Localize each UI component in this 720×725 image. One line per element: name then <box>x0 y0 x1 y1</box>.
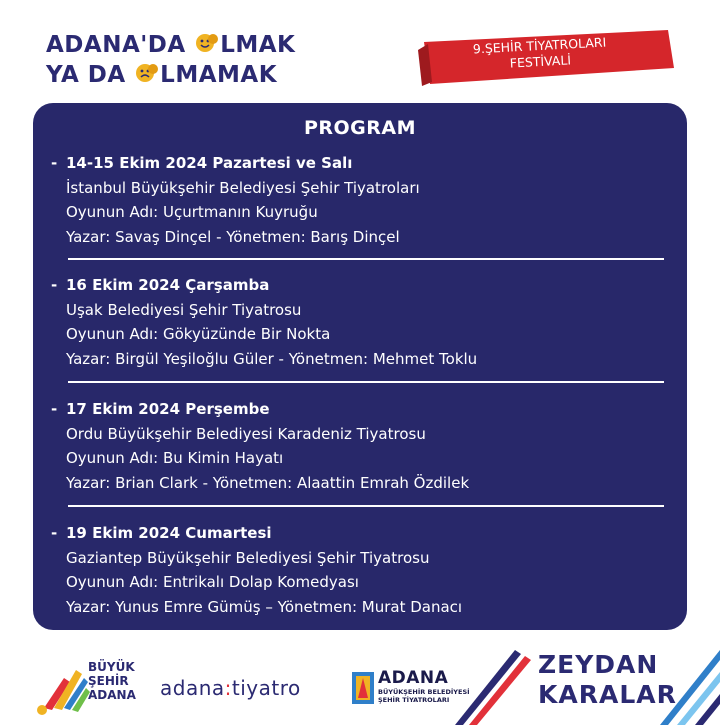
bsa-line-2: ŞEHİR <box>88 674 129 688</box>
event-date <box>51 521 671 546</box>
event-date-text: 17 Ekim 2024 Perşembe <box>66 400 270 418</box>
event-company: Gaziantep Büyükşehir Belediyesi Şehir Tiyatrosu <box>66 548 430 567</box>
footer-logos <box>0 630 720 725</box>
bsa-line-1: BÜYÜK <box>88 660 135 674</box>
title-line-2 <box>46 60 295 90</box>
event-play: Oyunun Adı: Bu Kimin Hayatı <box>66 449 284 467</box>
event-date-text: 16 Ekim 2024 Çarşamba <box>66 276 270 294</box>
title-line-1-start: ADANA'DA <box>46 32 195 58</box>
event-credits: Yazar: Yunus Emre Gümüş – Yönetmen: Murat Danacı <box>66 597 463 616</box>
event-date <box>51 151 671 176</box>
ribbon-line-1: 9.ŞEHİR TİYATROLARI <box>472 34 607 57</box>
adana-logo-title: ADANA <box>378 668 449 688</box>
event-company: Ordu Büyükşehir Belediyesi Karadeniz Tiyatrosu <box>66 424 426 443</box>
event-date-text: 19 Ekim 2024 Cumartesi <box>66 524 272 542</box>
bullet-dash: - <box>51 524 58 542</box>
zeydan-line-2: KARALAR <box>538 680 677 709</box>
buyuksehir-adana-text <box>88 660 136 702</box>
event-company: Uşak Belediyesi Şehir Tiyatrosu <box>66 300 302 319</box>
tiyatro-logo-a: adana <box>160 676 225 700</box>
adana-tiyatro-logo <box>160 676 301 700</box>
theatre-masks-icon <box>195 31 219 55</box>
event-credits: Yazar: Savaş Dinçel - Yönetmen: Barış Dinçel <box>66 227 400 246</box>
event-date <box>51 273 671 298</box>
zeydan-line-1: ZEYDAN <box>538 650 659 679</box>
event-play: Oyunun Adı: Uçurtmanın Kuyruğu <box>66 203 318 221</box>
divider <box>68 258 664 260</box>
divider <box>68 505 664 507</box>
adana-sub-line-2: ŞEHİR TİYATROLARI <box>378 696 450 704</box>
event-1 <box>51 151 671 249</box>
bullet-dash: - <box>51 154 58 172</box>
title-line-1-end: LMAK <box>220 32 296 58</box>
event-credits: Yazar: Brian Clark - Yönetmen: Alaattin Emrah Özdilek <box>66 473 470 492</box>
event-play: Oyunun Adı: Entrikalı Dolap Komedyası <box>66 573 359 591</box>
bsa-line-3: ADANA <box>88 688 136 702</box>
ribbon-line-2: FESTİVALİ <box>509 52 572 71</box>
program-panel <box>33 103 687 630</box>
tiyatro-logo-colon: : <box>224 676 232 700</box>
event-2 <box>51 273 671 371</box>
bullet-dash: - <box>51 400 58 418</box>
event-date <box>51 397 671 422</box>
event-4 <box>51 521 671 619</box>
adana-sub-line-1: BÜYÜKŞEHİR BELEDİYESİ <box>378 688 470 696</box>
title-line-2-start: YA DA <box>46 62 135 88</box>
title-line-2-end: LMAMAK <box>160 62 278 88</box>
tiyatro-logo-b: tiyatro <box>231 676 301 700</box>
divider <box>68 381 664 383</box>
zeydan-karalar-logo <box>538 650 677 710</box>
bullet-dash: - <box>51 276 58 294</box>
theatre-masks-icon <box>135 61 159 85</box>
festival-title <box>46 30 295 90</box>
event-play: Oyunun Adı: Gökyüzünde Bir Nokta <box>66 325 331 343</box>
event-credits: Yazar: Birgül Yeşiloğlu Güler - Yönetmen: Mehmet Toklu <box>66 349 478 368</box>
program-title: PROGRAM <box>303 117 417 139</box>
title-line-1 <box>46 30 295 60</box>
event-company: İstanbul Büyükşehir Belediyesi Şehir Tiyatroları <box>66 178 420 197</box>
event-3 <box>51 397 671 495</box>
event-date-text: 14-15 Ekim 2024 Pazartesi ve Salı <box>66 154 353 172</box>
